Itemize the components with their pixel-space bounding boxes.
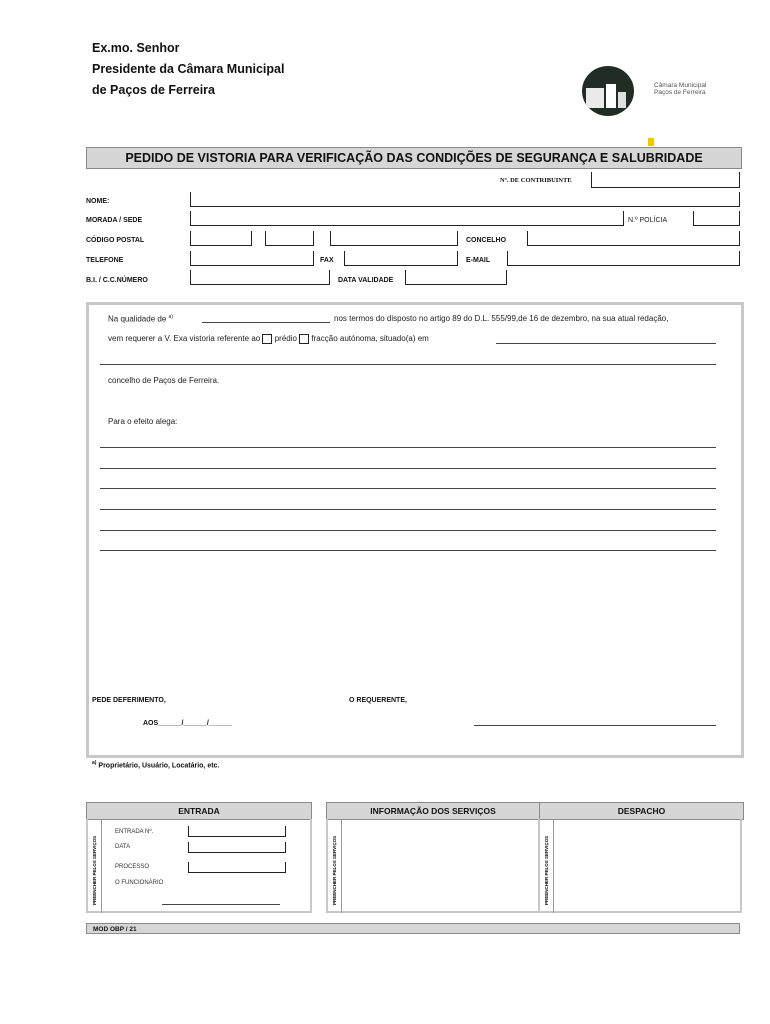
- nome-field[interactable]: [190, 192, 740, 207]
- morada-field[interactable]: [190, 211, 624, 226]
- processo-label: PROCESSO: [115, 864, 150, 870]
- processo-field[interactable]: [188, 862, 286, 873]
- data-field[interactable]: [188, 842, 286, 853]
- fax-label: FAX: [320, 257, 334, 264]
- footnote: $^{a)}$ Proprietário, Usuário, Locatário, etc.: [92, 760, 220, 770]
- vistoria-request-text: vem requerer a V. Exa vistoria referente ao prédio fracção autónoma, situado(a) em: [108, 334, 429, 344]
- alega-line-1[interactable]: [100, 447, 716, 448]
- data-validade-label: DATA VALIDADE: [338, 277, 394, 284]
- signature-line[interactable]: [474, 725, 716, 726]
- alega-label: Para o efeito alega:: [108, 417, 178, 426]
- pede-deferimento-label: PEDE DEFERIMENTO,: [92, 697, 166, 704]
- policia-label: N.º POLÍCIA: [628, 217, 668, 224]
- email-field[interactable]: [507, 251, 740, 266]
- funcionario-signature-line[interactable]: [162, 904, 280, 905]
- data-validade-field[interactable]: [405, 270, 507, 285]
- date-line[interactable]: AOS______/______/______: [143, 720, 233, 727]
- funcionario-label: O FUNCIONÁRIO: [115, 880, 164, 886]
- form-title: PEDIDO DE VISTORIA PARA VERIFICAÇÃO DAS CONDIÇÕES DE SEGURANÇA E SALUBRIDADE: [86, 147, 742, 169]
- codigo-postal-field-1[interactable]: [190, 231, 252, 246]
- entrada-vertical-label: PREENCHER PELOS SERVIÇOS: [92, 835, 97, 905]
- addressee-line-1: Ex.mo. Senhor: [92, 41, 180, 55]
- email-label: E-MAIL: [466, 257, 491, 264]
- fraccao-checkbox[interactable]: [299, 334, 309, 344]
- addressee-block: [92, 38, 284, 101]
- despacho-header: DESPACHO: [539, 802, 744, 820]
- model-code: MOD OBP / 21: [86, 923, 740, 934]
- contribuinte-label: Nº. DE CONTRIBUINTE: [500, 177, 572, 184]
- situado-input-line[interactable]: [496, 343, 716, 344]
- bi-label: B.I. / C.C.NÚMERO: [86, 277, 148, 284]
- requerente-label: O REQUERENTE,: [349, 697, 407, 704]
- morada-label: MORADA / SEDE: [86, 217, 143, 224]
- data-label: DATA: [115, 844, 131, 850]
- entrada-n-label: ENTRADA Nº.: [115, 829, 154, 835]
- entrada-header: ENTRADA: [86, 802, 312, 820]
- alega-line-4[interactable]: [100, 509, 716, 510]
- telefone-label: TELEFONE: [86, 257, 124, 264]
- qualidade-input-line[interactable]: [202, 322, 330, 323]
- addressee-line-3: de Paços de Ferreira: [92, 83, 215, 97]
- alega-line-2[interactable]: [100, 468, 716, 469]
- localidade-field[interactable]: [330, 231, 458, 246]
- legal-basis-text: nos termos do disposto no artigo 89 do D.L. 555/99,de 16 de dezembro, na sua atual redação,: [334, 314, 669, 323]
- info-vertical-label: PREENCHER PELOS SERVIÇOS: [332, 835, 337, 905]
- predio-checkbox[interactable]: [262, 334, 272, 344]
- policia-field[interactable]: [693, 211, 740, 226]
- logo-wordmark: Câmara Municipal Paços de Ferreira: [654, 82, 707, 96]
- telefone-field[interactable]: [190, 251, 314, 266]
- logo-accent-bar: [648, 138, 654, 146]
- nome-label: NOME:: [86, 198, 110, 205]
- entrada-n-field[interactable]: [188, 826, 286, 837]
- codigo-postal-label: CÓDIGO POSTAL: [86, 237, 145, 244]
- info-servicos-header: INFORMAÇÃO DOS SERVIÇOS: [326, 802, 540, 820]
- alega-line-6[interactable]: [100, 550, 716, 551]
- fax-field[interactable]: [344, 251, 458, 266]
- info-despacho-pane: [326, 819, 742, 913]
- qualidade-label: Na qualidade de $^{a)}$: [108, 314, 173, 324]
- contribuinte-field[interactable]: [591, 172, 740, 188]
- alega-line-3[interactable]: [100, 488, 716, 489]
- alega-line-5[interactable]: [100, 530, 716, 531]
- bi-field[interactable]: [190, 270, 330, 285]
- concelho-field[interactable]: [527, 231, 740, 246]
- despacho-vertical-label: PREENCHER PELOS SERVIÇOS: [544, 835, 549, 905]
- municipality-logo: [582, 66, 634, 116]
- concelho-text: concelho de Paços de Ferreira.: [108, 376, 220, 385]
- addressee-line-2: Presidente da Câmara Municipal: [92, 62, 285, 76]
- codigo-postal-field-2[interactable]: [265, 231, 314, 246]
- concelho-label: CONCELHO: [466, 237, 507, 244]
- location-input-line[interactable]: [100, 364, 716, 365]
